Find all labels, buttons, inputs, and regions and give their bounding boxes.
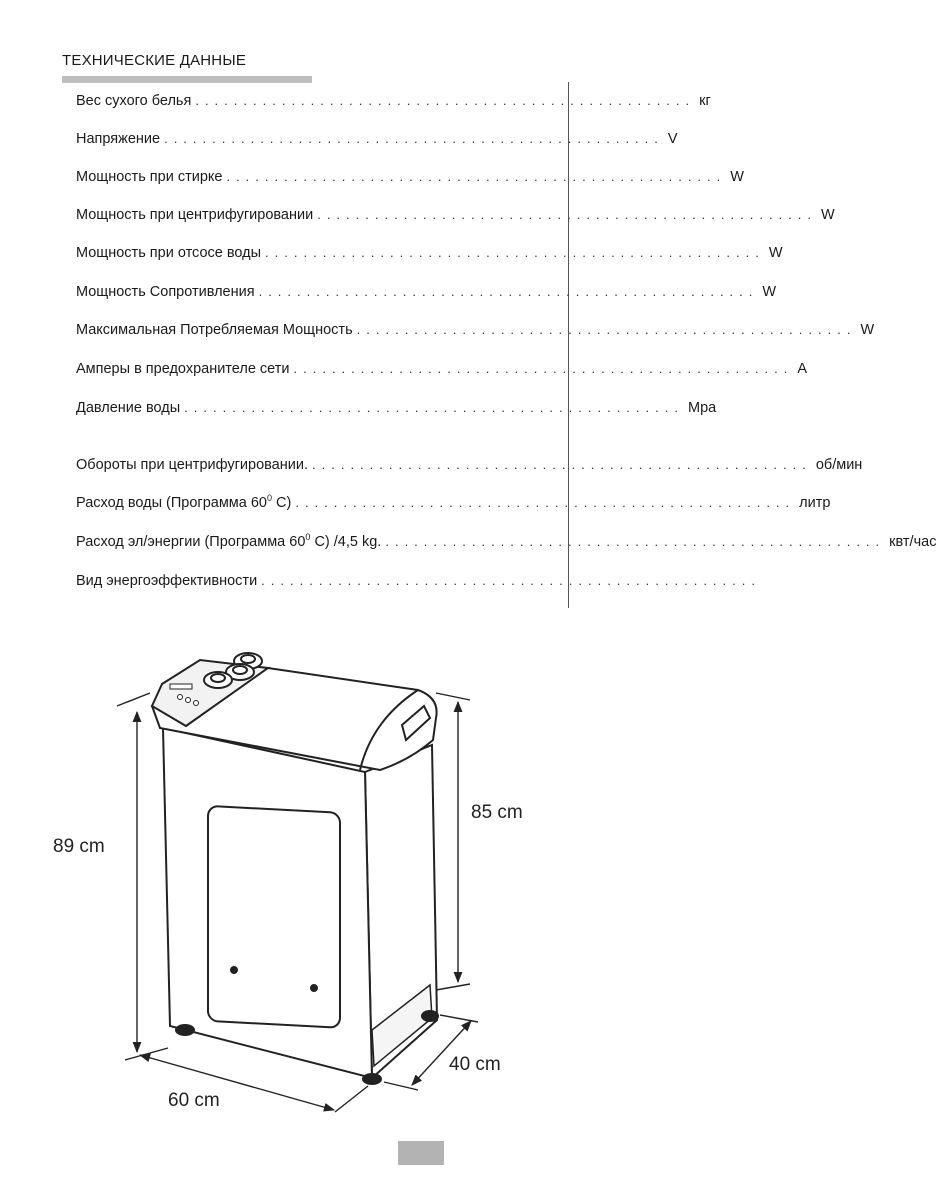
page-number-tab <box>398 1141 444 1165</box>
spec-label: Расход эл/энергии (Программа $60^0$ C) /4,5 kg. <box>76 532 382 550</box>
leader-dots: .................................................... <box>184 400 684 415</box>
spec-unit: литр <box>799 495 831 511</box>
leader-dots: .................................................... <box>317 207 818 222</box>
spec-label: Максимальная Потребляемая Мощность <box>76 322 353 338</box>
leader-dots: .................................................... <box>261 573 761 588</box>
spec-label: Вид энергоэффективности <box>76 573 258 589</box>
spec-label: Мощность при центрифугировании <box>76 207 314 223</box>
leader-dots: .................................................... <box>164 131 664 146</box>
washing-machine-illustration <box>152 653 438 1084</box>
spec-unit: квт/час <box>889 534 936 550</box>
leader-dots: .................................................... <box>385 534 886 549</box>
spec-label: Мощность при отсосе воды <box>76 245 262 261</box>
leader-dots: .................................................... <box>356 322 857 337</box>
leader-dots: .................................................... <box>293 361 794 376</box>
spec-unit: W <box>821 207 835 223</box>
spec-label: Амперы в предохранителе сети <box>76 361 290 377</box>
leader-dots: .................................................... <box>258 284 759 299</box>
leader-dots: .................................................... <box>195 93 696 108</box>
leader-dots: .................................................... <box>226 169 727 184</box>
spec-label: Давление воды <box>76 400 181 416</box>
dimension-label-height-total: 89 cm <box>53 836 105 857</box>
page-title: ТЕХНИЧЕСКИЕ ДАННЫЕ <box>62 52 247 69</box>
leader-dots: .................................................... <box>295 495 796 510</box>
spec-unit: Mpa <box>687 400 717 416</box>
spec-unit: W <box>860 322 875 338</box>
spec-label: Расход воды (Программа $60^0$ C) <box>76 493 292 511</box>
spec-label: Вес сухого белья <box>76 93 192 109</box>
dimension-label-width: 60 cm <box>168 1090 220 1111</box>
spec-unit: об/мин <box>815 457 863 473</box>
spec-label: Напряжение <box>76 131 161 147</box>
spec-label: Мощность Сопротивления <box>76 284 255 300</box>
spec-unit: кг <box>699 93 711 109</box>
leader-dots: .................................................... <box>312 457 812 472</box>
spec-unit: W <box>762 284 777 300</box>
spec-unit: A <box>797 361 807 377</box>
dimension-label-height-body: 85 cm <box>471 802 523 823</box>
dimension-label-depth: 40 cm <box>449 1054 501 1075</box>
leader-dots: .................................................... <box>265 245 765 260</box>
spec-label: Мощность при стирке <box>76 169 223 185</box>
spec-unit: W <box>768 245 783 261</box>
spec-label: Обороты при центрифугировании. <box>76 457 308 473</box>
spec-unit: V <box>667 131 678 147</box>
spec-unit: W <box>730 169 744 185</box>
